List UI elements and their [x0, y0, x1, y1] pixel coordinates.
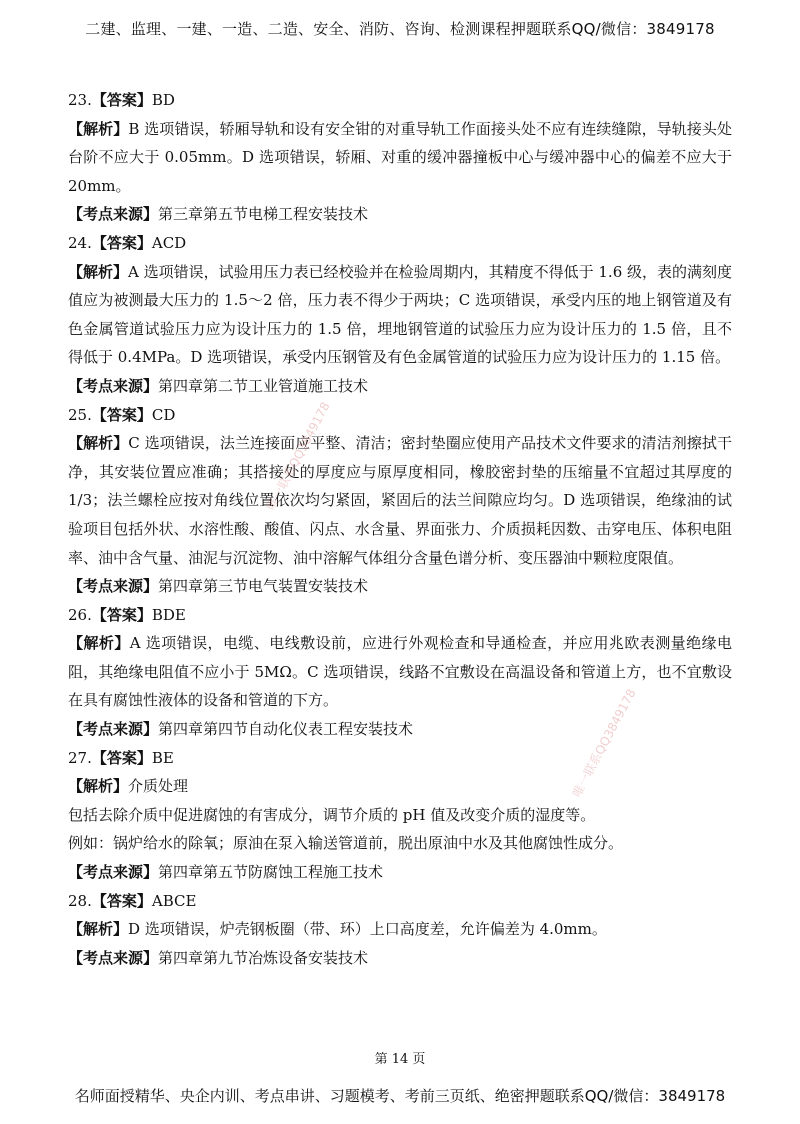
analysis-text: A 选项错误，电缆、电线敷设前，应进行外观检查和导通检查，并应用兆欧表测量绝缘电阻，其绝缘电阻值不应小于 5MΩ。C 选项错误，线路不宜敷设在高温设备和管道上方，也不宜敷设在具有腐蚀性液体的设备和管道的下方。 — [68, 634, 732, 710]
answer-line — [68, 601, 732, 630]
source-label: 【考点来源】 — [68, 205, 159, 224]
answer-line — [68, 744, 732, 773]
question-number: 23. — [68, 91, 92, 109]
answer-item — [68, 887, 732, 973]
answer-content — [68, 86, 732, 972]
source-text: 第四章第四节自动化仪表工程安装技术 — [158, 720, 414, 739]
source-line — [68, 944, 732, 973]
question-number: 25. — [68, 405, 92, 424]
answer-label: 【答案】 — [91, 91, 152, 109]
question-number: 24. — [68, 233, 92, 252]
analysis-label: 【解析】 — [68, 777, 129, 796]
analysis-text: A 选项错误，试验用压力表已经校验并在检验周期内，其精度不得低于 1.6 级，表的满刻度值应为被测最大压力的 1.5～2 倍，压力表不得少于两块；C 选项错误，承受内压的地上钢管道及有色金属管道试验压力应为设计压力的 1.5 倍，埋地钢管道的试验压力应为设计压力的 1.5 倍，且不得低于 0.4MPa。D 选项错误，承受内压钢管及有色金属管道的试验压力应为设计压力的 1.15 倍。 — [68, 262, 733, 367]
source-line — [68, 572, 732, 601]
page-header: 二建、监理、一建、一造、二造、安全、消防、咨询、检测课程押题联系QQ/微信：3849178 — [85, 20, 715, 38]
question-number: 28. — [68, 891, 92, 910]
source-text: 第四章第九节冶炼设备安装技术 — [158, 948, 369, 967]
source-line — [68, 715, 732, 744]
answer-label: 【答案】 — [91, 605, 152, 624]
analysis-line — [68, 115, 732, 201]
analysis-label: 【解析】 — [68, 920, 129, 939]
analysis-text: D 选项错误，炉壳钢板圈（带、环）上口高度差，允许偏差为 4.0mm。 — [128, 920, 607, 939]
page-number: 第 14 页 — [374, 1052, 426, 1067]
answer-value: BD — [151, 91, 175, 109]
answer-label: 【答案】 — [91, 891, 152, 910]
watermark: 唯一联系QQ3849178 — [569, 686, 639, 800]
answer-value: ABCE — [151, 891, 197, 910]
answer-value: BDE — [151, 605, 186, 624]
page-footer: 名师面授精华、央企内训、考点串讲、习题模考、考前三页纸、绝密押题联系QQ/微信：3849178 — [74, 1087, 726, 1105]
analysis-label: 【解析】 — [68, 434, 129, 453]
answer-item — [68, 601, 732, 744]
analysis-paragraph: 包括去除介质中促进腐蚀的有害成分，调节介质的 pH 值及改变介质的湿度等。 — [68, 805, 596, 824]
answer-item — [68, 401, 732, 601]
watermark: 唯一联系QQ3849178 — [263, 399, 333, 513]
question-number: 26. — [68, 605, 92, 624]
source-text: 第四章第三节电气装置安装技术 — [158, 577, 369, 596]
analysis-line — [68, 429, 732, 572]
answer-line — [68, 401, 732, 430]
answer-item — [68, 744, 732, 887]
question-number: 27. — [68, 748, 92, 767]
analysis-text: C 选项错误，法兰连接面应平整、清洁；密封垫圈应使用产品技术文件要求的清洁剂擦拭干净，其安装位置应准确；其搭接处的厚度应与原厚度相同，橡胶密封垫的压缩量不宜超过其厚度的 1/3；法兰螺栓应按对角线位置依次均匀紧固，紧固后的法兰间隙应均匀。D 选项错误，绝缘油的试验项目包括外状、水溶性酸、酸值、闪点、水含量、界面张力、介质损耗因数、击穿电压、体积电阻率、油中含气量、油泥与沉淀物、油中溶解气体组分含量色谱分析、变压器油中颗粒度限值。 — [68, 434, 732, 567]
answer-line — [68, 86, 732, 115]
answer-line — [68, 229, 732, 258]
answer-label: 【答案】 — [91, 748, 152, 767]
answer-label: 【答案】 — [91, 405, 152, 424]
analysis-label: 【解析】 — [68, 119, 129, 138]
source-line — [68, 372, 732, 401]
source-label: 【考点来源】 — [68, 948, 159, 967]
answer-value: BE — [151, 748, 174, 767]
source-label: 【考点来源】 — [68, 863, 159, 882]
analysis-line — [68, 258, 732, 372]
source-text: 第四章第五节防腐蚀工程施工技术 — [158, 863, 384, 882]
analysis-line — [68, 772, 732, 801]
source-line — [68, 200, 732, 229]
answer-value: CD — [151, 405, 176, 424]
analysis-paragraph: 例如：锅炉给水的除氧；原油在泵入输送管道前，脱出原油中水及其他腐蚀性成分。 — [68, 834, 624, 853]
analysis-line — [68, 915, 732, 944]
source-label: 【考点来源】 — [68, 577, 159, 596]
analysis-text: B 选项错误，轿厢导轨和设有安全钳的对重导轨工作面接头处不应有连续缝隙，导轨接头处台阶不应大于 0.05mm。D 选项错误，轿厢、对重的缓冲器撞板中心与缓冲器中心的偏差不应大于 20mm。 — [68, 119, 732, 195]
analysis-label: 【解析】 — [68, 634, 130, 653]
analysis-label: 【解析】 — [68, 262, 129, 281]
answer-item — [68, 229, 732, 401]
answer-label: 【答案】 — [91, 233, 152, 252]
analysis-text: 介质处理 — [128, 777, 189, 796]
answer-item — [68, 86, 732, 229]
source-label: 【考点来源】 — [68, 376, 159, 395]
answer-line — [68, 887, 732, 916]
source-text: 第三章第五节电梯工程安装技术 — [158, 205, 369, 224]
source-label: 【考点来源】 — [68, 720, 159, 739]
answer-value: ACD — [151, 233, 187, 252]
source-text: 第四章第二节工业管道施工技术 — [158, 376, 369, 395]
source-line — [68, 858, 732, 887]
